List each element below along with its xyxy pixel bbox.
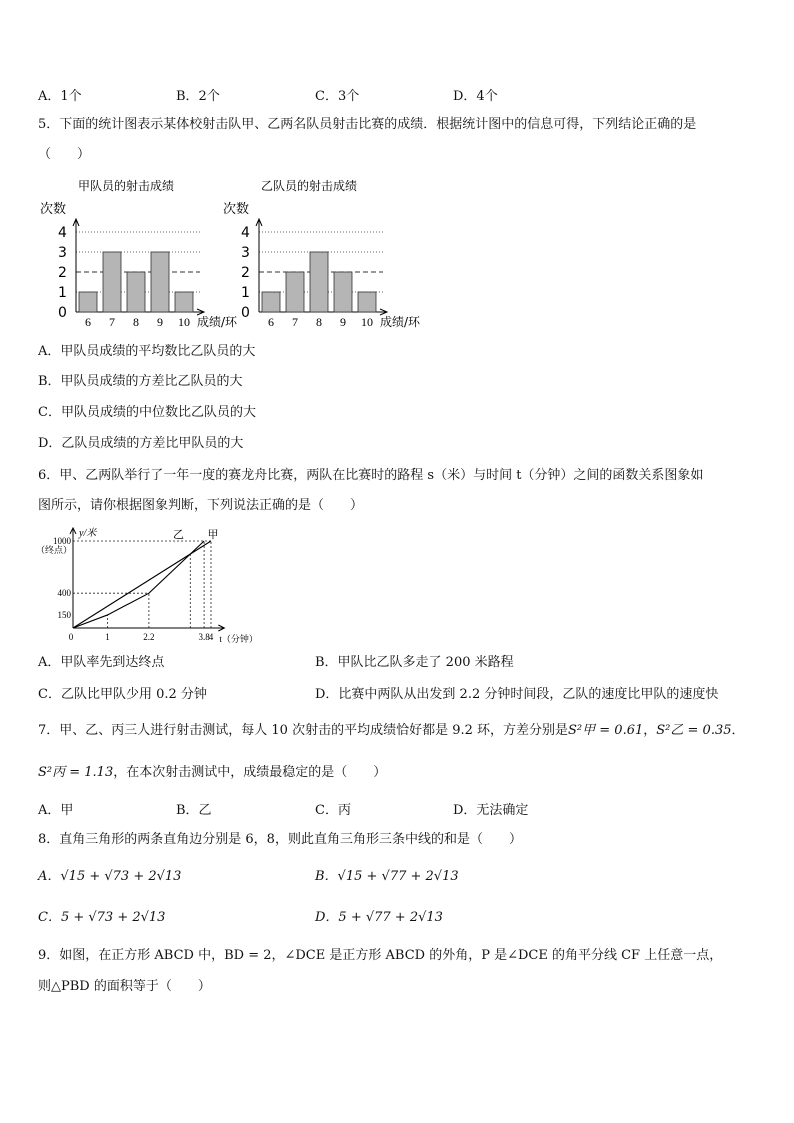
y-tick-label: 3: [241, 245, 250, 261]
bar-9: [334, 272, 352, 312]
q8-option-a: A．√15 + √73 + 2√13: [38, 869, 182, 884]
q6-option-a: A．甲队率先到达终点: [38, 655, 165, 670]
chart-title: 甲队员的射击成绩: [78, 179, 175, 193]
q7-option-d: D．无法确定: [453, 803, 529, 818]
x-tick-label: 7: [292, 315, 298, 329]
q8-option-c: C．5 + √73 + 2√13: [38, 910, 166, 925]
x-tick-label: 3.8: [198, 632, 210, 642]
x-tick-label: 10: [361, 315, 373, 329]
y-tick-label: 3: [58, 245, 67, 261]
series-line-乙: [73, 541, 204, 628]
q6-option-b: B．甲队比乙队多走了 200 米路程: [315, 655, 514, 670]
q4-option-d: D．4个: [453, 89, 498, 104]
bar-6: [262, 292, 280, 312]
series-label-乙: 乙: [173, 527, 185, 541]
q5-stem-line1: 5．下面的统计图表示某体校射击队甲、乙两名队员射击比赛的成绩．根据统计图中的信息可得，下列结论正确的是: [38, 117, 697, 132]
x-tick-label: 8: [316, 315, 322, 329]
q9-stem-line2: 则△PBD 的面积等于（ ）: [38, 979, 211, 994]
end-point-label: （终点）: [36, 546, 73, 556]
bar-7: [286, 272, 304, 312]
y-tick-label: 150: [57, 609, 71, 620]
q7-stem-line1: 7．甲、乙、丙三人进行射击测试，每人 10 次射击的平均成绩恰好都是 9.2 环，方差分别是S²甲 = 0.61，S²乙 = 0.35．: [38, 723, 745, 738]
q5-option-c: C．甲队员成绩的中位数比乙队员的大: [38, 405, 256, 420]
y-tick-label: 1: [241, 285, 250, 301]
y-tick-label: 4: [241, 225, 250, 241]
x-tick-label: 0: [68, 632, 74, 642]
y-tick-label: 1000: [53, 536, 71, 546]
bar-9: [151, 252, 169, 312]
x-tick-label: 8: [133, 315, 139, 329]
q7-stem-a: 7．甲、乙、丙三人进行射击测试，每人 10 次射击的平均成绩恰好都是 9.2 环，方差分别是: [38, 723, 569, 738]
y-tick-label: 400: [57, 588, 71, 599]
q7-variance-yi: S²乙 = 0.35: [656, 723, 732, 738]
q6-stem-line1: 6．甲、乙两队举行了一年一度的赛龙舟比赛，两队在比赛时的路程 s（米）与时间 t（分钟）之间的函数关系图象如: [38, 468, 704, 483]
x-tick-label: 1: [105, 632, 110, 642]
q6-stem-line2: 图所示，请你根据图象判断，下列说法正确的是（ ）: [38, 498, 364, 513]
bar-7: [103, 252, 121, 312]
y-axis-label: 次数: [40, 202, 67, 217]
y-tick-label: 4: [58, 225, 67, 241]
q7-variance-bing: S²丙 = 1.13: [38, 765, 114, 780]
q6-option-d: D．比赛中两队从出发到 2.2 分钟时间段，乙队的速度比甲队的速度快: [315, 687, 719, 702]
bar-6: [79, 292, 97, 312]
q4-option-c: C．3个: [315, 89, 360, 104]
q5-stem-line2: （ ）: [38, 147, 91, 162]
y-tick-label: 2: [58, 265, 67, 281]
q5-option-b: B．甲队员成绩的方差比乙队员的大: [38, 374, 243, 389]
x-axis-label: t（分钟）: [219, 634, 258, 644]
q6-option-c: C．乙队比甲队少用 0.2 分钟: [38, 687, 207, 702]
x-tick-label: 10: [178, 315, 190, 329]
y-tick-label: 1: [58, 285, 67, 301]
chart-jia-shooting: [40, 175, 238, 330]
y-axis-label: y/米: [79, 527, 97, 539]
bar-8: [127, 272, 145, 312]
y-axis-label: 次数: [223, 202, 250, 217]
x-axis-label: 成绩/环: [380, 315, 421, 329]
q7-variance-jia: S²甲 = 0.61: [568, 723, 644, 738]
chart-yi-shooting: [223, 175, 428, 330]
chart-race-distance-time: [36, 520, 258, 648]
y-tick-label: 0: [58, 305, 67, 321]
bar-8: [310, 252, 328, 312]
x-axis-label: 成绩/环: [197, 315, 238, 329]
x-tick-label: 7: [109, 315, 115, 329]
q5-option-d: D．乙队员成绩的方差比甲队员的大: [38, 436, 244, 451]
q9-stem-line1: 9．如图，在正方形 ABCD 中，BD = 2，∠DCE 是正方形 ABCD 的外角，P 是∠DCE 的角平分线 CF 上任意一点，: [38, 948, 723, 963]
bar-10: [358, 292, 376, 312]
x-tick-label: 2.2: [143, 632, 155, 642]
q7-option-a: A．甲: [38, 803, 74, 818]
x-tick-label: 4: [208, 632, 214, 642]
q4-option-b: B．2个: [176, 89, 220, 104]
x-tick-label: 6: [85, 315, 91, 329]
y-tick-label: 2: [241, 265, 250, 281]
q7-stem-line2: [38, 763, 386, 783]
y-tick-label: 0: [241, 305, 250, 321]
q7-option-c: C．丙: [315, 803, 351, 818]
bar-10: [175, 292, 193, 312]
x-tick-label: 6: [268, 315, 274, 329]
series-label-甲: 甲: [207, 527, 219, 541]
q7-option-b: B．乙: [176, 803, 212, 818]
q5-option-a: A．甲队员成绩的平均数比乙队员的大: [38, 344, 256, 359]
x-tick-label: 9: [157, 315, 163, 329]
q8-stem: 8．直角三角形的两条直角边分别是 6，8，则此直角三角形三条中线的和是（ ）: [38, 832, 522, 847]
x-tick-label: 9: [340, 315, 346, 329]
chart-title: 乙队员的射击成绩: [261, 179, 358, 193]
q4-option-a: A．1个: [38, 89, 82, 104]
q8-option-d: D．5 + √77 + 2√13: [315, 910, 443, 925]
q7-stem-b: ，在本次射击测试中，成绩最稳定的是（ ）: [113, 765, 387, 780]
q8-option-b: B．√15 + √77 + 2√13: [315, 869, 459, 884]
